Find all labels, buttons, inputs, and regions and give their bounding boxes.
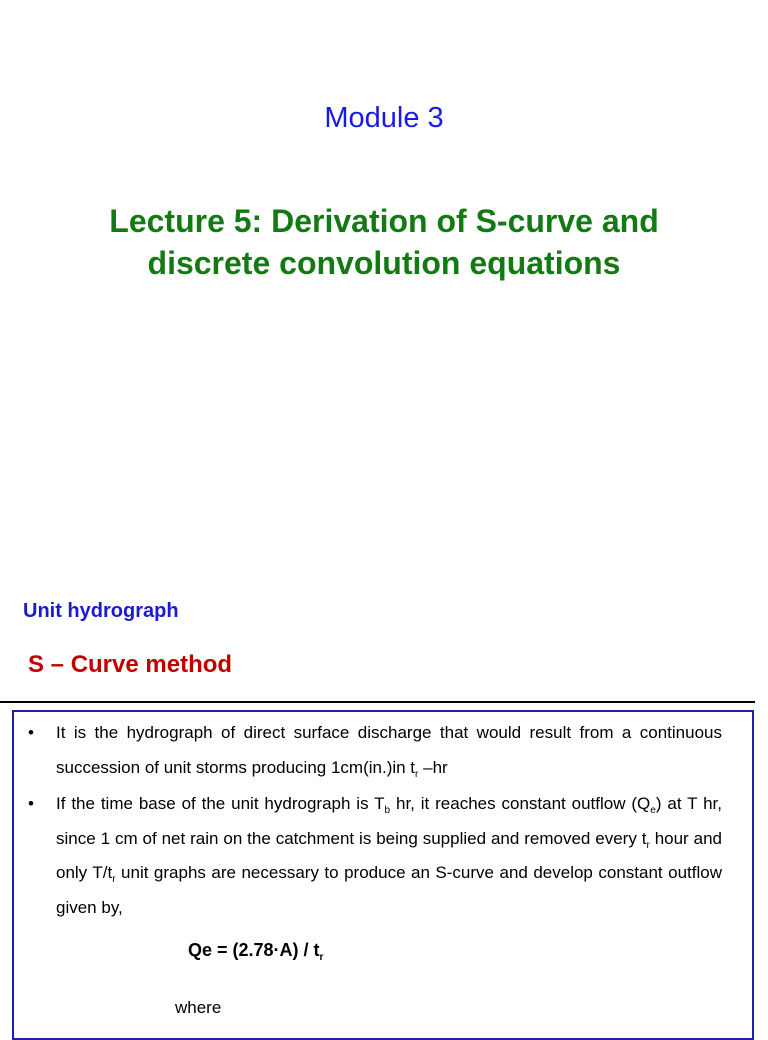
- formula-main: Qe = (2.78·A) / t: [188, 940, 320, 960]
- formula: [188, 940, 323, 961]
- bullet-text: If the time base of the unit hydrograph is T: [56, 794, 385, 813]
- bullet-text: –hr: [418, 757, 448, 777]
- bullet-text: unit graphs are necessary to produce an S-curve and develop constant outflow given by,: [56, 863, 722, 917]
- formula-subscript: r: [319, 952, 324, 963]
- module-title: Module 3: [324, 102, 444, 134]
- bullet-dot-icon: •: [28, 723, 34, 742]
- horizontal-rule: [0, 701, 755, 703]
- section-label: Unit hydrograph: [23, 600, 179, 622]
- subscript: r: [415, 768, 419, 780]
- lecture-title-line-2: discrete convolution equations: [147, 245, 621, 281]
- method-title: S – Curve method: [28, 651, 233, 678]
- bullet-text: It is the hydrograph of direct surface discharge that would result from a continuous succession of unit storms producing 1cm(in.)in t: [56, 723, 722, 777]
- bullet-text: ) at T hr, since 1 cm of net rain on the catchment is being supplied and removed every t: [56, 794, 722, 848]
- lecture-title: [60, 200, 708, 284]
- bullet-text: hr, it reaches constant outflow (Q: [390, 794, 651, 813]
- bullet-list: [28, 716, 722, 927]
- bullet-dot-icon: •: [28, 794, 34, 813]
- bullet-item-definition: [28, 716, 722, 785]
- bullet-text: hour and only T/t: [56, 828, 722, 882]
- subscript: r: [646, 839, 650, 851]
- lecture-title-line-1: Lecture 5: Derivation of S-curve and: [109, 203, 659, 239]
- subscript: e: [650, 805, 656, 816]
- subscript: b: [384, 805, 391, 816]
- where-label: where: [175, 998, 222, 1017]
- subscript: r: [112, 874, 116, 885]
- bullet-item-time-base: [28, 787, 722, 925]
